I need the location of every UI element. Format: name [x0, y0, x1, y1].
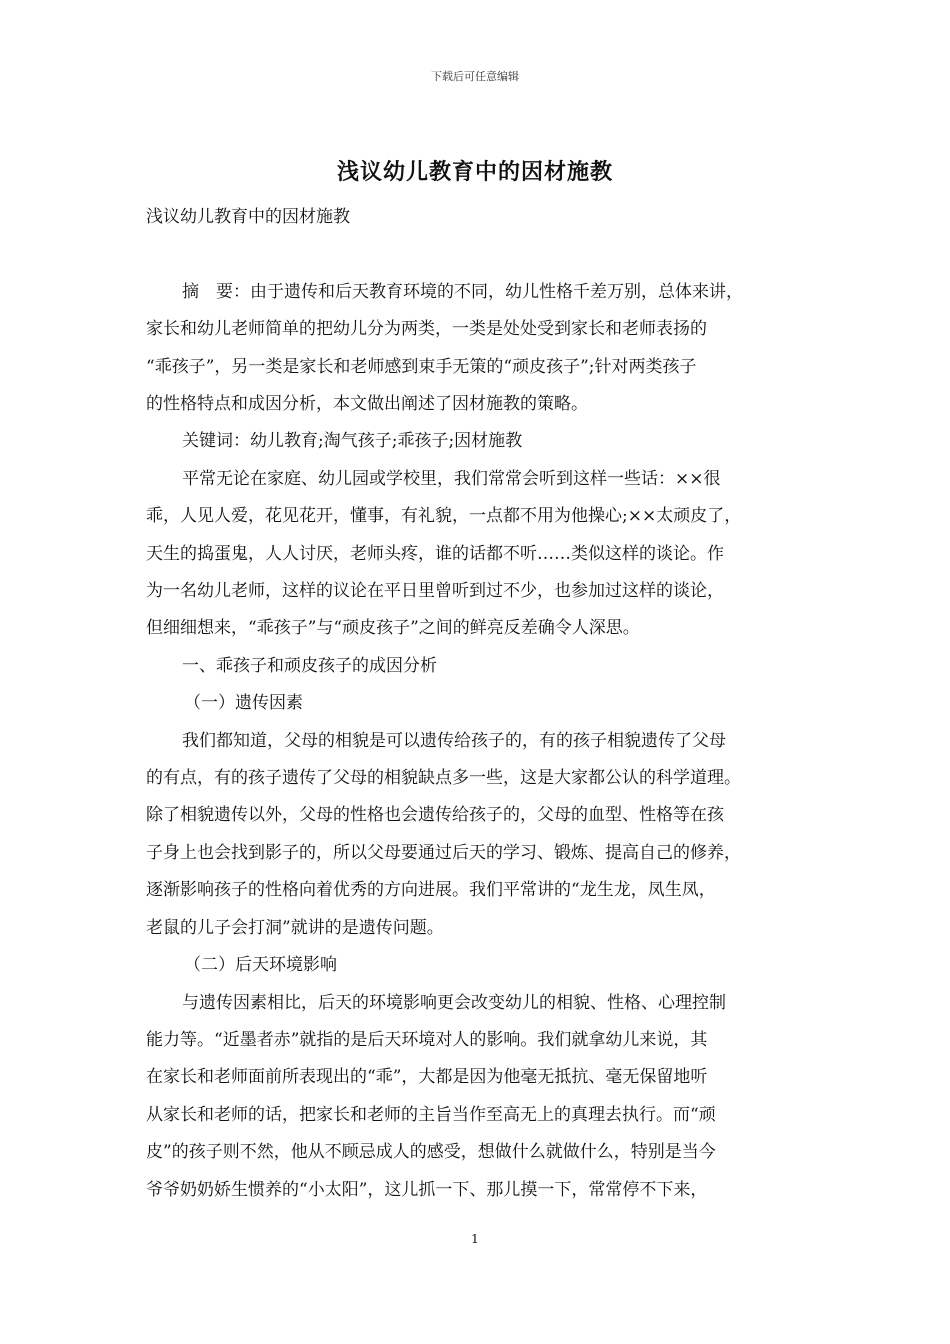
paragraph-line: 我们都知道，父母的相貌是可以遗传给孩子的，有的孩子相貌遗传了父母 — [182, 730, 726, 751]
paragraph-line: 能力等。“近墨者赤”就指的是后天环境对人的影响。我们就拿幼儿来说，其 — [146, 1029, 708, 1050]
paragraph-line: 爷爷奶奶娇生惯养的“小太阳”，这儿抓一下、那儿摸一下，常常停不下来， — [146, 1179, 708, 1200]
section-heading: 一、乖孩子和顽皮孩子的成因分析 — [182, 655, 437, 676]
page-number: 1 — [471, 1232, 479, 1246]
subsection-heading: （二）后天环境影响 — [184, 955, 337, 976]
paragraph-line: 子身上也会找到影子的，所以父母要通过后天的学习、锻炼、提高自己的修养， — [146, 842, 741, 863]
paragraph-line: 平常无论在家庭、幼儿园或学校里，我们常常会听到这样一些话：××很 — [182, 468, 721, 489]
paragraph-line: 在家长和老师面前所表现出的“乖”，大都是因为他毫无抵抗、毫无保留地听 — [146, 1067, 708, 1088]
paragraph-line: 老鼠的儿子会打洞”就讲的是遗传问题。 — [146, 917, 444, 938]
paragraph-line: 从家长和老师的话，把家长和老师的主旨当作至高无上的真理去执行。而“顽 — [146, 1104, 716, 1125]
keywords-line: 关键词：幼儿教育;淘气孩子;乖孩子;因材施教 — [182, 431, 523, 452]
paragraph-line: 逐渐影响孩子的性格向着优秀的方向进展。我们平常讲的“龙生龙，凤生凤， — [146, 880, 716, 901]
paragraph-line: 为一名幼儿老师，这样的议论在平日里曾听到过不少，也参加过这样的谈论， — [146, 581, 724, 602]
paragraph-line: 但细细想来，“乖孩子”与“顽皮孩子”之间的鲜亮反差确令人深思。 — [146, 618, 640, 639]
paragraph-line: “乖孩子”，另一类是家长和老师感到束手无策的“顽皮孩子”;针对两类孩子 — [146, 356, 697, 377]
paragraph-line: 皮”的孩子则不然，他从不顾忌成人的感受，想做什么就做什么，特别是当今 — [146, 1142, 716, 1163]
body-text — [146, 199, 810, 1209]
paragraph-line: 的有点，有的孩子遗传了父母的相貌缺点多一些，这是大家都公认的科学道理。 — [146, 768, 741, 789]
paragraph-line: 天生的捣蛋鬼，人人讨厌，老师头疼，谁的话都不听……类似这样的谈论。作 — [146, 543, 724, 564]
subsection-heading: （一）遗传因素 — [184, 693, 303, 714]
paragraph-line: 的性格特点和成因分析，本文做出阐述了因材施教的策略。 — [146, 394, 588, 415]
paragraph-line: 家长和幼儿老师简单的把幼儿分为两类，一类是处处受到家长和老师表扬的 — [146, 319, 707, 340]
header-note: 下载后可任意编辑 — [431, 70, 519, 83]
paragraph-line: 除了相貌遗传以外，父母的性格也会遗传给孩子的，父母的血型、性格等在孩 — [146, 805, 724, 826]
subtitle: 浅议幼儿教育中的因材施教 — [146, 207, 350, 227]
paragraph-line: 与遗传因素相比，后天的环境影响更会改变幼儿的相貌、性格、心理控制 — [182, 992, 726, 1013]
page-title: 浅议幼儿教育中的因材施教 — [336, 159, 613, 185]
paragraph-line: 乖，人见人爱，花见花开，懂事，有礼貌，一点都不用为他操心;××太顽皮了， — [146, 506, 742, 527]
paragraph-line: 摘 要：由于遗传和后天教育环境的不同，幼儿性格千差万别，总体来讲， — [182, 281, 743, 302]
